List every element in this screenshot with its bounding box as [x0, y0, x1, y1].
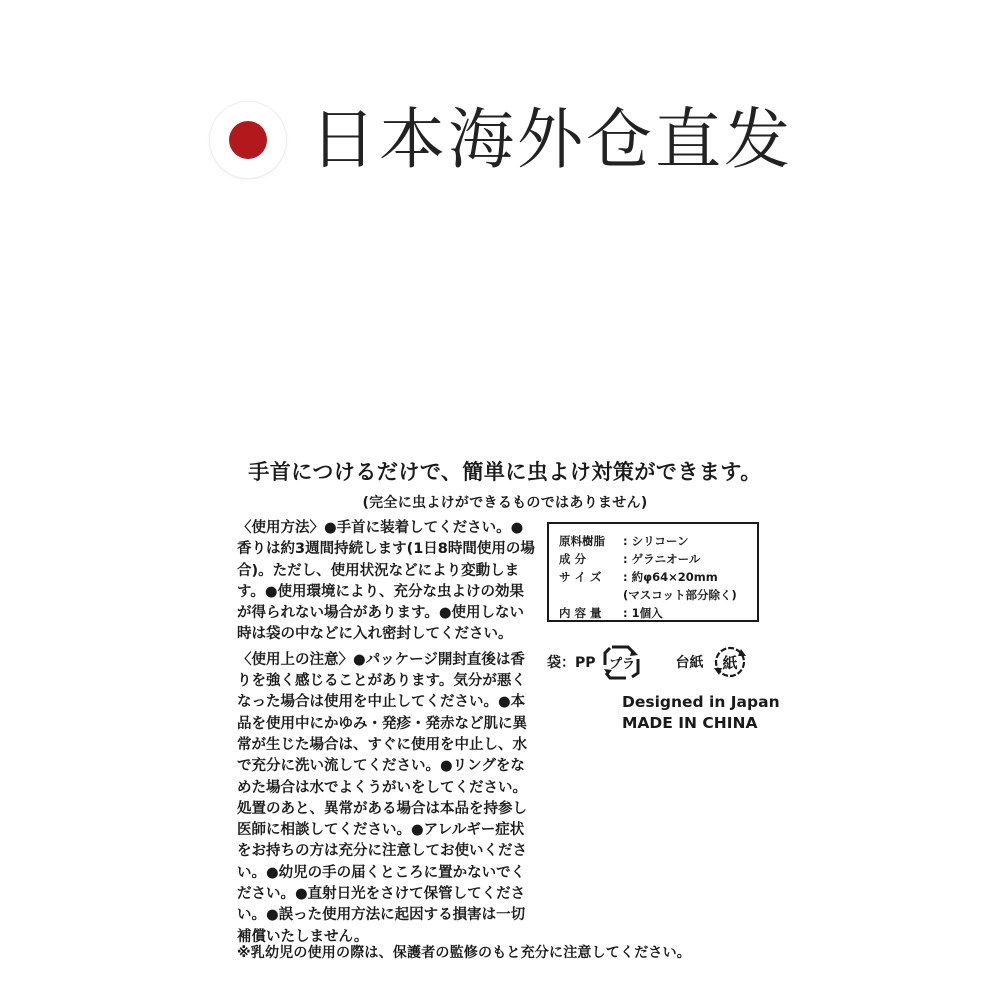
banner-title: 日本海外仓直发: [310, 101, 793, 178]
spec-key: サ イ ズ: [559, 570, 602, 584]
origin-block: [622, 692, 780, 734]
designed-in-text: Designed in Japan: [622, 693, 780, 711]
made-in-text: MADE IN CHINA: [622, 714, 758, 732]
spec-value: (マスコット部分除く): [623, 588, 737, 602]
recycle-marks: [547, 642, 777, 682]
paper-mark-text: 紙: [722, 654, 738, 672]
spec-table: [547, 522, 759, 622]
footnote: ※乳幼児の使用の際は、保護者の監修のもと充分に注意してください。: [237, 945, 692, 961]
spec-key: 原料樹脂: [559, 534, 605, 548]
spec-row: [559, 604, 747, 622]
spec-row: [559, 532, 747, 550]
cautions-text: 〈使用上の注意〉●パッケージ開封直後は香りを強く感じることがあります。気分が悪くなった場合は使用を中止してください。●本品を使用中にかゆみ・発疹・発赤など肌に異常が生じた場合は、すぐに使用を中止し、水で充分に洗い流してください。●リングをなめた場合は水でよくうがいをしてください。処置のあと、異常がある場合は本品を持参し医師に相談してください。●アレルギー症状をお持ちの方は充分に注意してお使いください。●幼児の手の届くところに置かないでください。●直射日光をさけて保管してください。●誤った使用方法に起因する損害は一切補償いたしません。: [237, 651, 527, 945]
label-headline: 手首につけるだけで、簡単に虫よけ対策ができます。: [248, 460, 762, 484]
spec-value: : 1個入: [623, 606, 663, 620]
bag-material-label: 袋：PP: [547, 655, 596, 671]
board-material-label: 台紙: [675, 655, 704, 671]
instructions-column: [237, 518, 537, 952]
spec-key: 成 分: [559, 552, 587, 566]
spec-value: : ゲラニオール: [623, 552, 701, 566]
usage-text: 〈使用方法〉●手首に装着してください。●香りは約3週間持続します(1日8時間使用の場合)。ただし、使用状況などにより変動します。●使用環境により、充分な虫よけの効果が得られない場合があります。●使用しない時は袋の中などに入れ密封してください。: [237, 520, 535, 643]
header-banner: [210, 100, 793, 180]
spec-row: [559, 568, 747, 586]
package-label: [225, 456, 785, 961]
label-subline: (完全に虫よけができるものではありません): [362, 495, 648, 511]
flag-sun: [229, 121, 267, 159]
spec-value: : 約φ64×20mm: [623, 570, 718, 584]
japan-flag-icon: [210, 102, 286, 178]
spec-value: : シリコーン: [623, 534, 689, 548]
plastic-recycle-icon: [602, 643, 642, 681]
plastic-mark-text: プラ: [608, 657, 635, 672]
paper-recycle-icon: [710, 643, 750, 681]
spec-row: [559, 550, 747, 568]
spec-row: [559, 586, 747, 604]
spec-key: [559, 586, 623, 604]
spec-key: 内 容 量: [559, 606, 602, 620]
